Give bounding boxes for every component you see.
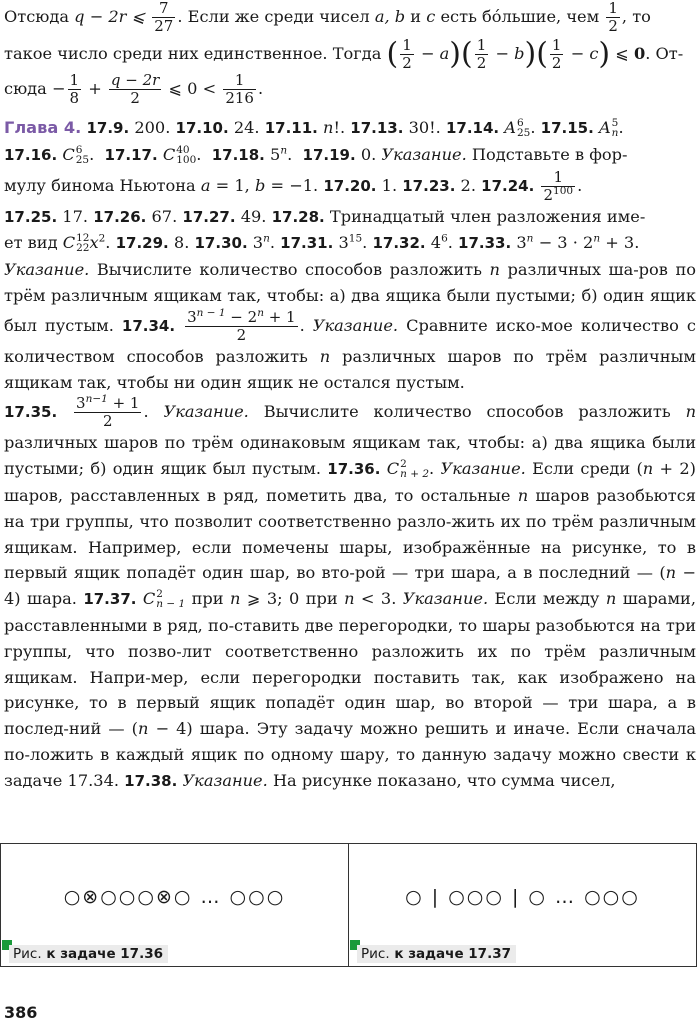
answer-number: 17.23.	[402, 176, 456, 195]
formula-C: C 6 25	[62, 143, 90, 166]
answer-number: 17.27.	[182, 207, 236, 226]
paren: (	[386, 36, 399, 72]
fraction: $\frac{3^{n-1} + 1}{2}$	[76, 393, 140, 431]
text: ⩽	[610, 44, 634, 63]
answer-number: 17.37.	[83, 590, 137, 609]
text: 200.	[129, 118, 176, 137]
fraction	[68, 72, 82, 107]
answer-number: 17.9.	[86, 119, 130, 137]
answer-number: 17.10.	[175, 119, 229, 137]
paren: )(	[449, 36, 473, 72]
answer-number: 17.17.	[104, 145, 158, 164]
text: !.	[333, 118, 351, 137]
exponent: n	[280, 144, 288, 157]
answer-number: 17.35.	[4, 403, 58, 422]
hint-label: Указание.	[177, 770, 268, 790]
page-number: 386	[4, 1003, 38, 1022]
answer-number: 17.34.	[121, 316, 176, 335]
text: . Если же среди чисел	[177, 7, 375, 26]
denominator: 8	[69, 89, 80, 107]
text: , то	[621, 7, 651, 26]
fraction: $\frac{1}{2}$	[476, 36, 487, 72]
formula-C: C 12 22	[62, 232, 90, 255]
hint-label: Указание.	[312, 315, 399, 335]
text: сюда −	[4, 79, 66, 98]
fraction	[152, 0, 175, 35]
text: такое число среди них единственное. Тогда	[4, 44, 387, 63]
math: a	[439, 44, 450, 63]
text: 24.	[228, 118, 265, 137]
balls-diagram: ○⊗○○○⊗○ … ○○○	[63, 886, 286, 908]
text: 5	[264, 144, 281, 164]
text: 2.	[455, 175, 482, 195]
text: = 1,	[210, 175, 255, 195]
text: .	[257, 79, 264, 98]
math: a, b	[374, 7, 406, 26]
answer-number: 17.18.	[211, 145, 265, 164]
answer-number: 17.32.	[372, 234, 426, 253]
denominator: 216	[225, 89, 254, 107]
formula-C: C 2 n + 2	[386, 458, 430, 481]
numerator: 1	[69, 71, 80, 89]
answers-run	[86, 118, 499, 137]
denominator: 27	[154, 17, 174, 35]
fraction	[606, 0, 620, 35]
answer-number: 17.38.	[124, 771, 178, 790]
answer-number: 17.31.	[280, 234, 334, 253]
formula-A: A 5 n	[598, 116, 619, 139]
denominator: 2	[130, 89, 140, 107]
math: a	[200, 175, 211, 195]
fraction: $\frac{1}{2}$	[402, 36, 412, 72]
hint-label: Указание.	[381, 144, 467, 164]
figures-row	[0, 843, 697, 967]
hint-label: Указание.	[163, 402, 249, 422]
text: есть бóльшие, чем	[435, 7, 605, 26]
text: . От-	[645, 44, 684, 63]
text: Подставьте в фор-	[466, 144, 628, 164]
answer-number: 17.16.	[4, 145, 58, 164]
text: мулу бинома Ньютона	[4, 175, 201, 195]
line-2: такое число среди них единственное. Тогда ( $\frac{1}{2}$ − a)( $\frac{1}{2}$ − b)( $\frac{1}{2}$ − c) ⩽ 0. От-	[4, 36, 684, 72]
answer-number: 17.13.	[350, 119, 404, 137]
answer-number: 17.14.	[445, 119, 500, 137]
hint-label: Указание.	[402, 589, 489, 609]
math: q − 2r ⩽	[74, 7, 151, 26]
paren: )	[598, 36, 611, 72]
math: c	[589, 44, 599, 63]
denominator: 2	[608, 17, 618, 35]
fraction	[109, 72, 161, 107]
answer-number: 17.36.	[327, 460, 381, 479]
text: и	[405, 7, 427, 26]
hint-label: Указание.	[440, 459, 526, 479]
math: b	[514, 44, 525, 63]
answer-number: 17.19.	[302, 145, 356, 164]
balls-diagram: ○ | ○○○ | ○ … ○○○	[405, 886, 640, 908]
math: n	[317, 118, 334, 137]
text: ⩽ 0 <	[163, 79, 222, 98]
answer-number: 17.20.	[323, 176, 377, 195]
chapter-heading: Глава 4.	[4, 118, 82, 137]
answer-number: 17.30.	[194, 234, 248, 253]
text: .	[618, 118, 624, 137]
chapter-answers: Глава 4. 17.9. 200. 17.10. 24. 17.11. n!. 17.13. 30!. 17.14. A 6 25 . 17.15. A 5 n . 17.16. C 6 25 . 17.17. C 40 100 . 17.18. 5$^n$. 17.19. 0. Указание. Подставьте в фор- мулу бинома Ньютона a = 1, b = −1. 17.20. 1. 17.23. 2. 17.24. $\frac{1}{2^{100}}$ . 17.25. 17. 17.26. 67. 17.27. 49. 17.28. Тринадцатый член разложения име- ет вид C 12 22 $x^2$. 17.29. 8. 17.30. 3$^n$. 17.31. $3^{15}$. 17.32. $4^6$. 17.33. $3^n - 3 \cdot 2^n + 3$. Указание. Вычислите количество способов разложить n различных ша-ров по трём различным ящикам так, чтобы: а) два ящика были пустыми; б) один ящик был пустым. 17.34. $\frac{3^{n - 1} - 2^n + 1}{2}$ . Указание. Сравните иско-мое количество с количеством способов разложить n различных шаров по трём различным ящикам так, чтобы ни один ящик не остался пустым. 17.35. $\frac{3^{n-1} + 1}{2}$ . Указание. Вычислите количество способов разложить n различных шаров по трём одинаковым ящикам так, чтобы: а) два ящика были пустыми; б) один ящик был пустым. 17.36. C 2 n + 2 . Указание. Если среди (n + 2) шаров, расставленных в ряд, пометить два, то остальные n шаров разобьются на три группы, что позволит соответственно разло-жить их по трём различным ящикам. Например, если помечены шары, изображённые на рисунке, то в первый ящик попадёт один шар, во вто-рой — три шара, а в последний — (n − 4) шара. 17.37. C 2 n − 1 при n ⩾ 3; 0 при n < 3. Указание. Если между n шарами, расставленными в ряд, по-ставить две перегородки, то шары разобьются на три группы, что позво-лит соответственно разложить их по трём различным ящикам. Напри-мер, если перегородки поставить так, как изображено на рисунке, то в первый ящик попадёт один шар, во второй — три шара, а в послед-ний — (n − 4) шара. Эту задачу можно решить и иначе. Если сначала по-ложить в каждый ящик по одному шару, то данную задачу можно свести к задаче 17.34. 17.38. Указание. На рисунке показано, что сумма чисел,	[4, 116, 697, 790]
answer-number: 17.26.	[93, 207, 147, 226]
figure-17-36	[1, 844, 348, 966]
formula-A: A 6 25	[504, 116, 531, 139]
text: 1.	[376, 175, 403, 195]
fraction: $\frac{1}{2^{100}}$	[543, 167, 574, 204]
numerator: 7	[152, 0, 175, 18]
text: +	[83, 79, 107, 98]
answer-number: 17.33.	[458, 234, 512, 253]
hint-label: Указание.	[4, 260, 90, 280]
numerator: q − 2r	[110, 71, 160, 89]
fraction	[223, 72, 256, 107]
zero: 0	[633, 44, 646, 63]
answer-number: 17.15.	[540, 119, 594, 137]
text: 30!.	[403, 118, 446, 137]
text: 0.	[355, 144, 382, 164]
answer-number: 17.24.	[481, 176, 535, 195]
line-1	[4, 0, 696, 35]
formula-C: C 2 n − 1	[142, 588, 186, 611]
answer-number: 17.29.	[115, 234, 169, 253]
numerator: 1	[223, 72, 256, 90]
answer-number: 17.11.	[264, 119, 318, 137]
answer-number: 17.28.	[271, 207, 325, 226]
page-text	[4, 0, 696, 795]
line-3	[4, 72, 696, 107]
answer-number: 17.25.	[4, 207, 58, 226]
math: c	[426, 7, 436, 26]
figure-caption: Рис. к задаче 17.37	[357, 945, 516, 963]
numerator: 1	[608, 0, 618, 17]
text: .	[530, 118, 541, 137]
fraction: $\frac{1}{2}$	[551, 36, 562, 72]
figure-caption: Рис. к задаче 17.36	[9, 945, 168, 963]
fraction: $\frac{3^{n - 1} - 2^n + 1}{2}$	[187, 306, 296, 344]
text: = −1.	[265, 175, 324, 195]
formula-C: C 40 100	[162, 143, 197, 166]
text: Отсюда	[4, 7, 75, 26]
figure-17-37	[348, 844, 696, 966]
math: b	[254, 175, 266, 195]
paren: )(	[524, 36, 548, 72]
